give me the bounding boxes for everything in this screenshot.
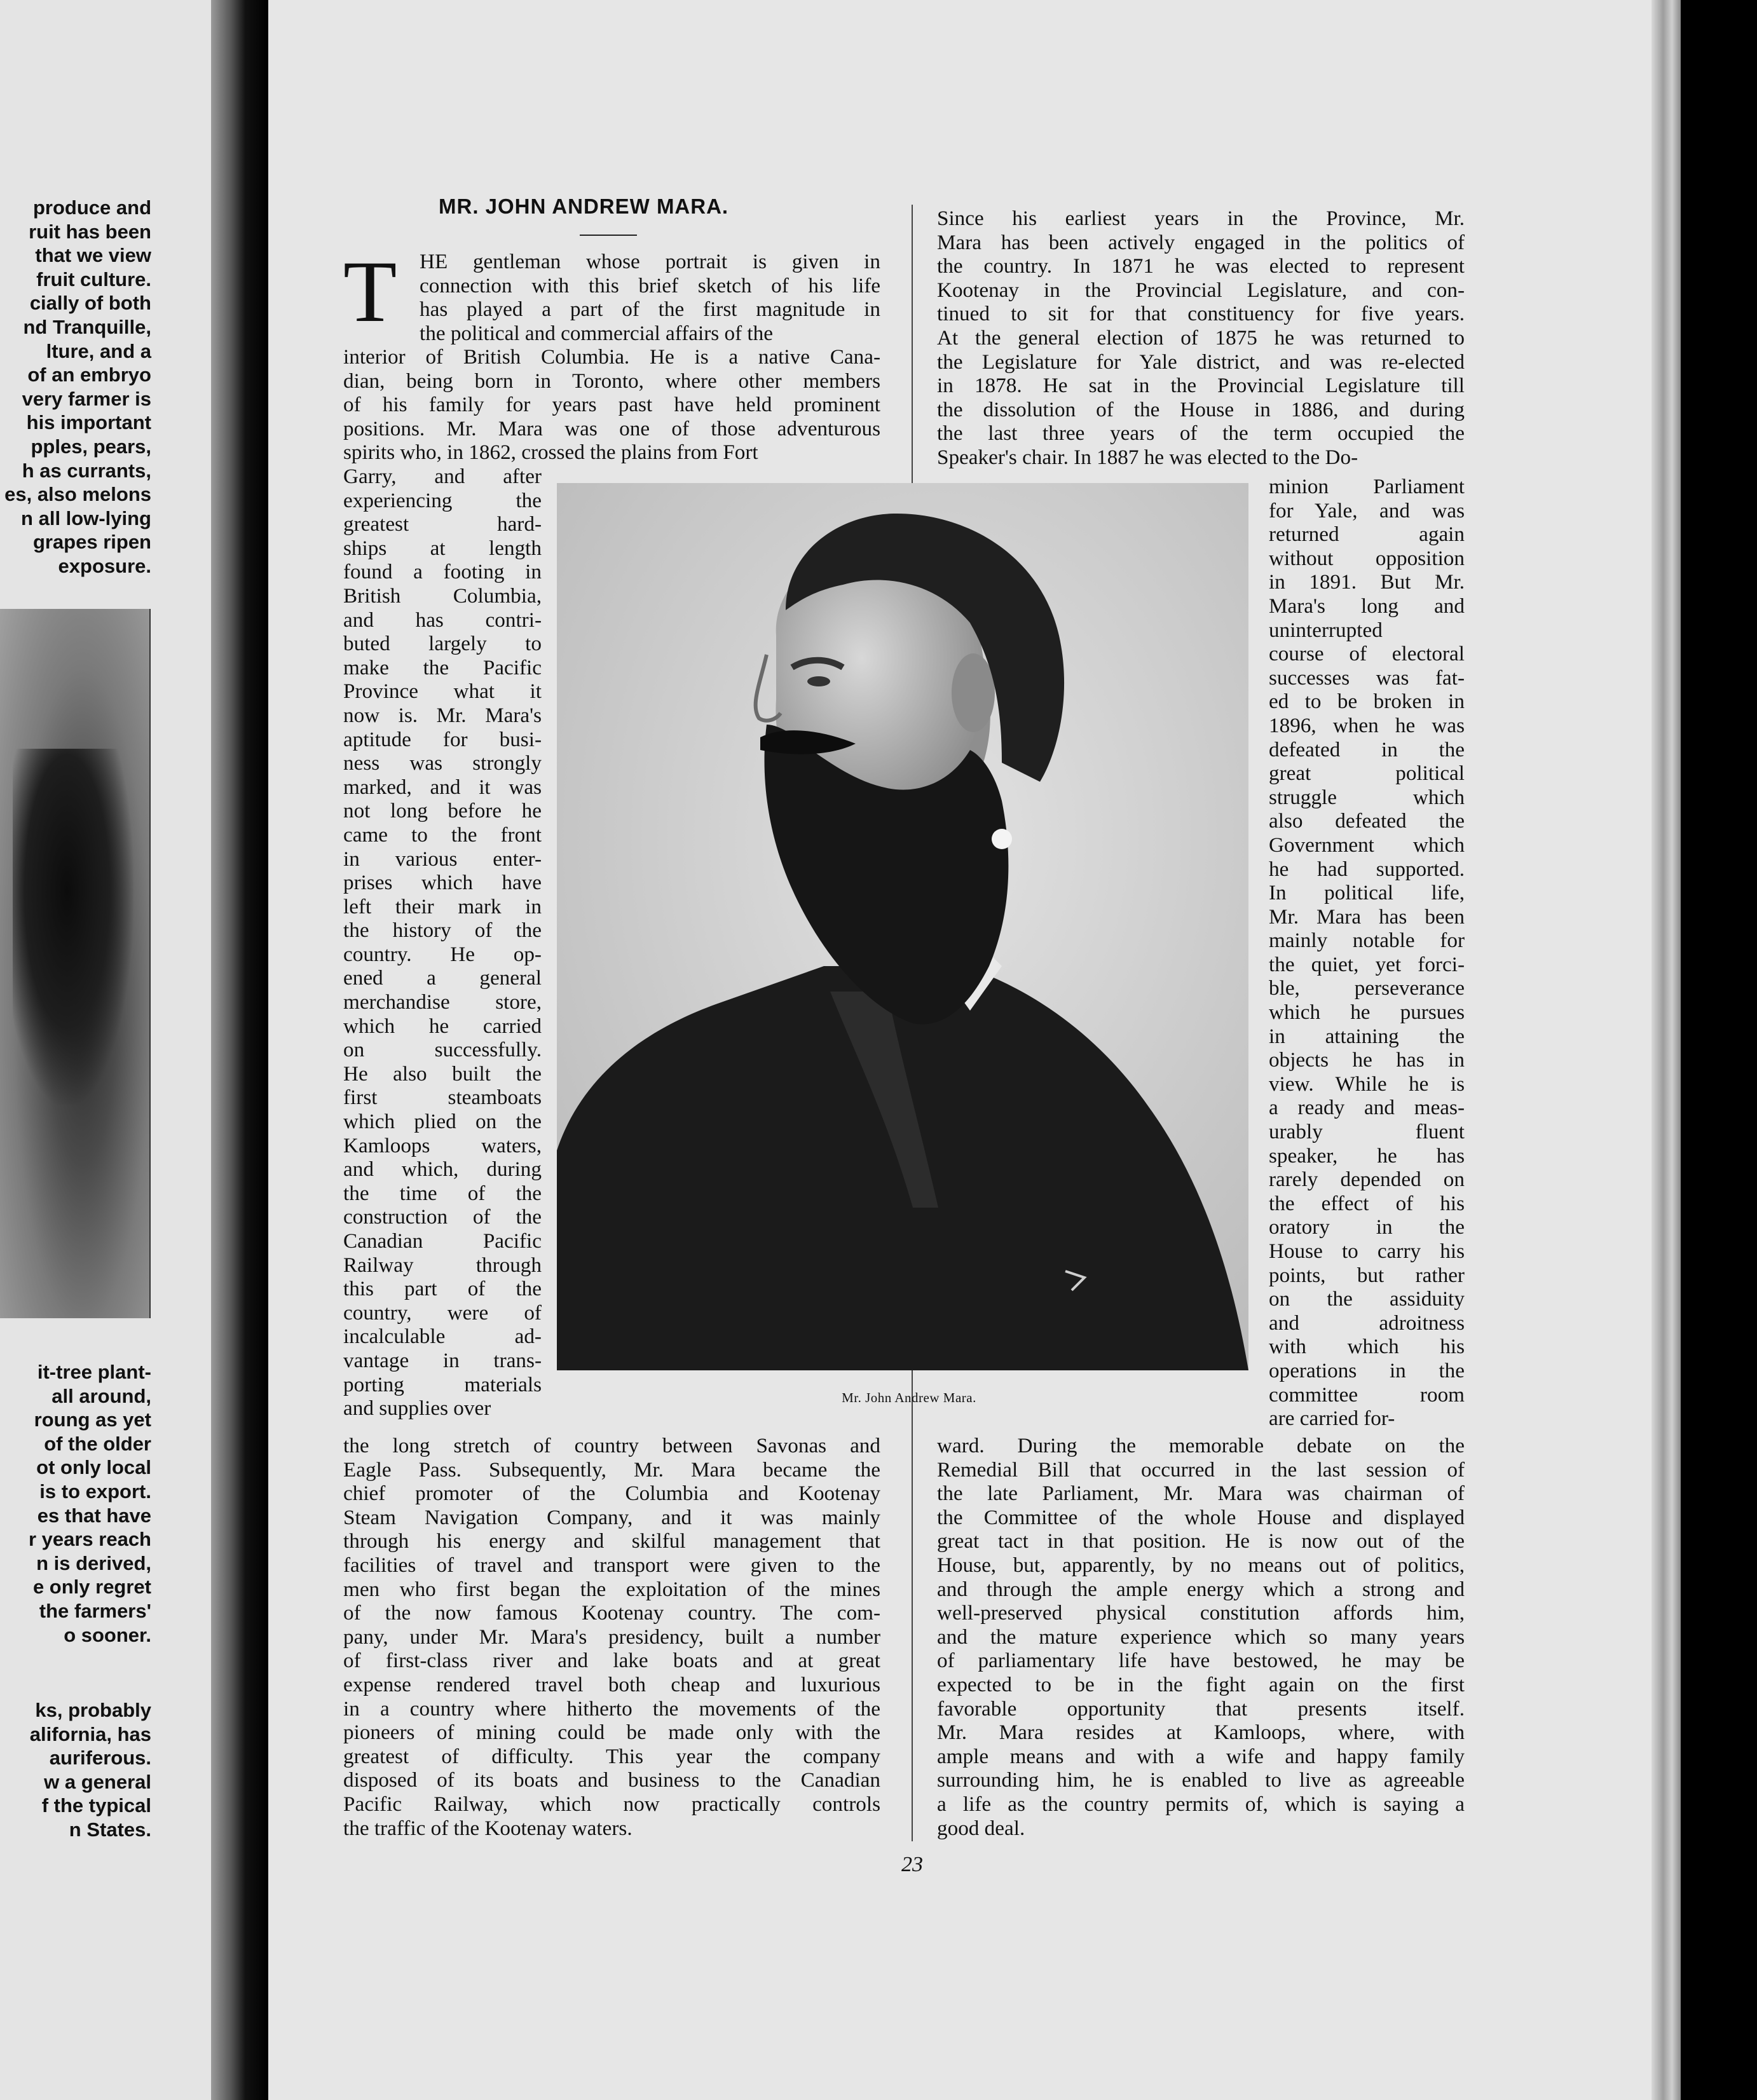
text-line: urably fluent xyxy=(1269,1120,1465,1144)
text-line: exposure. xyxy=(58,554,151,577)
text-line: Garry, and after xyxy=(343,465,542,488)
text-line: vantage in trans- xyxy=(343,1348,542,1372)
text-line: for Yale, and was xyxy=(1269,498,1465,522)
text-line: the long stretch of country between Savonas and xyxy=(343,1434,880,1457)
text-line: on successfully. xyxy=(343,1038,542,1062)
text-line: porting materials xyxy=(343,1372,542,1396)
text-line: came to the front xyxy=(343,822,542,847)
text-line: the Legislature for Yale district, and was re-elected xyxy=(937,350,1465,374)
text-line: make the Pacific xyxy=(343,655,542,679)
text-line: in a country where hitherto the movements of the xyxy=(343,1696,880,1721)
text-line: n is derived, xyxy=(36,1551,151,1574)
text-line: which he pursues xyxy=(1269,1000,1465,1025)
text-line: and the mature experience which so many years xyxy=(937,1625,1465,1649)
text-line: ed to be broken in xyxy=(1269,690,1465,714)
text-line: Speaker's chair. In 1887 he was elected to the Do- xyxy=(937,445,1358,469)
text-line: oratory in the xyxy=(1269,1215,1465,1239)
text-line: At the general election of 1875 he was returned to xyxy=(937,325,1465,350)
text-line: Pacific Railway, which now practically controls xyxy=(343,1792,880,1816)
text-line: surrounding him, he is enabled to live as agreeable xyxy=(937,1768,1465,1792)
text-line: fruit culture. xyxy=(36,268,151,290)
text-line: Mr. Mara has been xyxy=(1269,904,1465,929)
text-line: Province what it xyxy=(343,679,542,704)
text-line: men who first began the exploitation of the mines xyxy=(343,1577,880,1601)
left-column-full-width xyxy=(343,345,880,465)
text-line: and has contri- xyxy=(343,608,542,632)
text-line: alifornia, has xyxy=(29,1722,151,1745)
page-number: 23 xyxy=(901,1853,923,1876)
text-line: positions. Mr. Mara was one of those adventurous xyxy=(343,416,880,440)
right-column-top xyxy=(937,207,1465,470)
text-line: es that have xyxy=(37,1504,151,1527)
text-line: without opposition xyxy=(1269,546,1465,570)
text-line: and which, during xyxy=(343,1157,542,1182)
portrait-photo xyxy=(557,483,1248,1370)
text-line: incalculable ad- xyxy=(343,1325,542,1349)
text-line: course of electoral xyxy=(1269,642,1465,666)
text-line: ness was strongly xyxy=(343,751,542,775)
text-line: 1896, when he was xyxy=(1269,713,1465,737)
text-line: cially of both xyxy=(29,292,151,315)
text-line: chief promoter of the Columbia and Kootenay xyxy=(343,1482,880,1506)
text-line: Steam Navigation Company, and it was mainly xyxy=(343,1505,880,1529)
text-line: struggle which xyxy=(1269,785,1465,809)
article-title: MR. JOHN ANDREW MARA. xyxy=(439,194,729,218)
text-line: Remedial Bill that occurred in the last session of xyxy=(937,1457,1465,1482)
text-line: expense rendered travel both cheap and luxurious xyxy=(343,1672,880,1696)
scan-border xyxy=(1681,0,1757,2100)
text-line: prises which have xyxy=(343,871,542,895)
text-line: which he carried xyxy=(343,1014,542,1038)
text-line: in attaining the xyxy=(1269,1024,1465,1048)
text-line: uninterrupted xyxy=(1269,618,1383,642)
text-line: a ready and meas- xyxy=(1269,1096,1465,1120)
text-line: great tact in that position. He is now out of the xyxy=(937,1529,1465,1553)
text-line: speaker, he has xyxy=(1269,1143,1465,1168)
text-line: through his energy and skilful management that xyxy=(343,1529,880,1553)
text-line: produce and xyxy=(32,196,151,219)
text-line: greatest of difficulty. This year the company xyxy=(343,1744,880,1768)
text-line: of first-class river and lake boats and at great xyxy=(343,1649,880,1673)
text-line: House to carry his xyxy=(1269,1239,1465,1263)
text-line: good deal. xyxy=(937,1816,1025,1840)
text-line: construction of the xyxy=(343,1205,542,1229)
text-line: this part of the xyxy=(343,1277,542,1301)
text-line: found a footing in xyxy=(343,560,542,584)
text-line: objects he has in xyxy=(1269,1048,1465,1072)
previous-page-text-bottom xyxy=(0,1698,151,1842)
text-line: es, also melons xyxy=(4,483,151,506)
left-column-beside-portrait xyxy=(343,465,542,1421)
text-line: Kamloops waters, xyxy=(343,1133,542,1157)
text-line: connection with this brief sketch of his life xyxy=(420,273,880,297)
text-line: has played a part of the first magnitude in xyxy=(420,297,880,322)
text-line: Eagle Pass. Subsequently, Mr. Mara became the xyxy=(343,1457,880,1482)
text-line: h as currants, xyxy=(22,459,151,482)
drop-cap: T xyxy=(343,243,397,340)
text-line: and through the ample energy which a strong and xyxy=(937,1577,1465,1601)
text-line: the history of the xyxy=(343,918,542,943)
text-line: on the assiduity xyxy=(1269,1287,1465,1311)
text-line: left their mark in xyxy=(343,894,542,918)
text-line: ot only local xyxy=(36,1456,151,1479)
right-column-bottom xyxy=(937,1434,1465,1840)
text-line: n all low-lying xyxy=(21,507,151,529)
text-line: rarely depended on xyxy=(1269,1168,1465,1192)
text-line: ble, perseverance xyxy=(1269,976,1465,1000)
previous-page-photo xyxy=(0,609,151,1318)
text-line: points, but rather xyxy=(1269,1263,1465,1287)
text-line: grapes ripen xyxy=(32,531,151,554)
text-line: the quiet, yet forci- xyxy=(1269,952,1465,976)
text-line: ample means and with a wife and happy family xyxy=(937,1744,1465,1768)
text-line: successes was fat- xyxy=(1269,665,1465,690)
text-line: pany, under Mr. Mara's presidency, built a number xyxy=(343,1625,880,1649)
text-line: minion Parliament xyxy=(1269,475,1465,498)
text-line: pioneers of mining could be made only with the xyxy=(343,1721,880,1745)
text-line: the time of the xyxy=(343,1181,542,1205)
text-line: In political life, xyxy=(1269,881,1465,905)
text-line: are carried for- xyxy=(1269,1407,1395,1431)
left-column-opening xyxy=(420,250,880,345)
previous-page-text-top xyxy=(0,196,151,578)
page-edge xyxy=(1651,0,1681,2100)
text-line: and adroitness xyxy=(1269,1311,1465,1335)
book-gutter xyxy=(211,0,268,2100)
text-line: He also built the xyxy=(343,1061,542,1086)
text-line: e only regret xyxy=(32,1576,151,1599)
text-line: mainly notable for xyxy=(1269,929,1465,953)
text-line: the farmers' xyxy=(39,1599,151,1622)
text-line: o sooner. xyxy=(64,1623,151,1646)
text-line: and supplies over xyxy=(343,1396,491,1421)
text-line: of the now famous Kootenay country. The com- xyxy=(343,1601,880,1625)
text-line: favorable opportunity that presents itself. xyxy=(937,1696,1465,1721)
text-line: the country. In 1871 he was elected to represent xyxy=(937,254,1465,278)
title-rule xyxy=(580,235,637,236)
text-line: well-preserved physical constitution affords him, xyxy=(937,1601,1465,1625)
text-line: buted largely to xyxy=(343,632,542,656)
text-line: Railway through xyxy=(343,1253,542,1277)
text-line: the effect of his xyxy=(1269,1191,1465,1215)
text-line: committee room xyxy=(1269,1382,1465,1407)
text-line: Mara's long and xyxy=(1269,594,1465,618)
text-line: merchandise store, xyxy=(343,990,542,1014)
text-line: ened a general xyxy=(343,966,542,990)
text-line: view. While he is xyxy=(1269,1072,1465,1096)
text-line: great political xyxy=(1269,761,1465,786)
text-line: w a general xyxy=(44,1770,151,1793)
text-line: aptitude for busi- xyxy=(343,727,542,751)
text-line: first steamboats xyxy=(343,1086,542,1110)
text-line: expected to be in the fight again on the first xyxy=(937,1672,1465,1696)
text-line: country. He op- xyxy=(343,942,542,966)
text-line: pples, pears, xyxy=(31,435,151,458)
text-line: which plied on the xyxy=(343,1110,542,1134)
text-line: nd Tranquille, xyxy=(23,315,151,338)
text-line: ward. During the memorable debate on the xyxy=(937,1434,1465,1457)
text-line: also defeated the xyxy=(1269,809,1465,833)
text-line: he had supported. xyxy=(1269,857,1465,881)
text-line: now is. Mr. Mara's xyxy=(343,703,542,727)
text-line: the dissolution of the House in 1886, and during xyxy=(937,397,1465,421)
text-line: Government which xyxy=(1269,833,1465,857)
text-line: not long before he xyxy=(343,799,542,823)
text-line: is to export. xyxy=(39,1480,151,1503)
text-line: all around, xyxy=(51,1384,151,1407)
text-line: that we view xyxy=(35,244,151,267)
text-line: auriferous. xyxy=(49,1747,151,1769)
text-line: interior of British Columbia. He is a native Cana- xyxy=(343,345,880,369)
text-line: n States. xyxy=(69,1818,151,1841)
right-column-beside-portrait xyxy=(1269,475,1465,1431)
text-line: the traffic of the Kootenay waters. xyxy=(343,1816,632,1840)
text-line: country, were of xyxy=(343,1300,542,1325)
text-line: it-tree plant- xyxy=(37,1361,151,1383)
text-line: defeated in the xyxy=(1269,737,1465,761)
text-line: in 1878. He sat in the Provincial Legislature till xyxy=(937,374,1465,398)
text-line: British Columbia, xyxy=(343,583,542,608)
text-line: r years reach xyxy=(28,1528,151,1551)
text-line: very farmer is xyxy=(22,387,151,410)
text-line: dian, being born in Toronto, where other members xyxy=(343,369,880,393)
text-line: Since his earliest years in the Province, Mr. xyxy=(937,207,1465,230)
text-line: in 1891. But Mr. xyxy=(1269,570,1465,594)
text-line: Mara has been actively engaged in the politics of xyxy=(937,230,1465,254)
text-line: his important xyxy=(26,411,151,434)
text-line: in various enter- xyxy=(343,847,542,871)
text-line: the Committee of the whole House and displayed xyxy=(937,1505,1465,1529)
text-line: of the older xyxy=(44,1432,151,1455)
text-line: Canadian Pacific xyxy=(343,1229,542,1253)
text-line: operations in the xyxy=(1269,1358,1465,1382)
text-line: ruit has been xyxy=(29,220,151,243)
text-line: f the typical xyxy=(41,1794,151,1817)
text-line: tinued to sit for that constituency for five years. xyxy=(937,302,1465,326)
text-line: of an embryo xyxy=(27,364,151,386)
text-line: experiencing the xyxy=(343,488,542,512)
text-line: the last three years of the term occupied the xyxy=(937,421,1465,446)
text-line: greatest hard- xyxy=(343,512,542,536)
previous-page-text-middle xyxy=(0,1360,151,1647)
text-line: facilities of travel and transport were given to the xyxy=(343,1553,880,1577)
text-line: a life as the country permits of, which is saying a xyxy=(937,1792,1465,1816)
text-line: ships at length xyxy=(343,536,542,560)
text-line: House, but, apparently, by no means out of politics, xyxy=(937,1553,1465,1577)
text-line: ks, probably xyxy=(35,1699,151,1721)
text-line: HE gentleman whose portrait is given in xyxy=(420,250,880,273)
text-line: roung as yet xyxy=(34,1408,151,1431)
text-line: of his family for years past have held prominent xyxy=(343,393,880,417)
text-line: marked, and it was xyxy=(343,775,542,799)
text-line: Kootenay in the Provincial Legislature, and con- xyxy=(937,278,1465,302)
text-line: returned again xyxy=(1269,522,1465,547)
text-line: with which his xyxy=(1269,1335,1465,1359)
left-column-bottom xyxy=(343,1434,880,1840)
text-line: the late Parliament, Mr. Mara was chairman of xyxy=(937,1482,1465,1506)
text-line: of parliamentary life have bestowed, he may be xyxy=(937,1649,1465,1673)
text-line: spirits who, in 1862, crossed the plains from Fort xyxy=(343,440,758,465)
portrait-caption: Mr. John Andrew Mara. xyxy=(842,1390,976,1405)
text-line: the political and commercial affairs of the xyxy=(420,321,773,345)
text-line: disposed of its boats and business to the Canadian xyxy=(343,1768,880,1792)
text-line: Mr. Mara resides at Kamloops, where, with xyxy=(937,1721,1465,1745)
text-line: lture, and a xyxy=(46,339,151,362)
